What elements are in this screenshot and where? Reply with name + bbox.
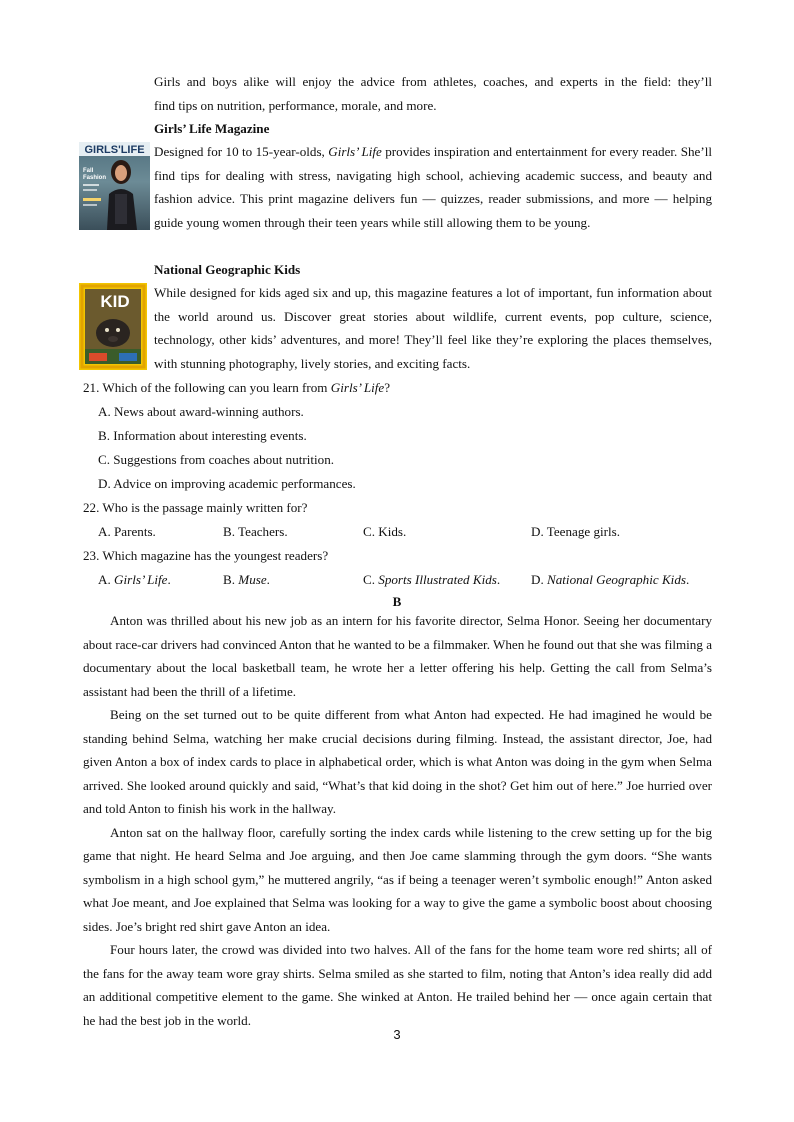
q23-option-a[interactable]: A. Girls’ Life. [98,572,171,587]
q21-stem-post: ? [384,380,391,395]
q22-option-b[interactable]: B. Teachers. [223,524,288,539]
natgeo-kids-cover-image [79,283,147,370]
q21-stem-italic: Girls’ Life [330,380,385,395]
q23-option-b-title: Muse [238,572,267,587]
intro-line-1: Girls and boys alike will enjoy the advice from athletes, coaches, and experts in the field: they’ll [154,74,712,89]
girls-life-heading: Girls’ Life Magazine [154,121,270,136]
q22-option-c[interactable]: C. Kids. [363,524,407,539]
question-22-stem: 22. Who is the passage mainly written for? [83,500,308,515]
q23-option-d-letter: D. [531,572,548,587]
passage-paragraph-2: Being on the set turned out to be quite different from what Anton had expected. He had imagined he would be standing behind Selma, watching her make crucial decisions during filming. Instead, the assistant director, Joe, had given Anton a box of index cards to place in alphabetical order, which is what Anton was doing in the gym when Selma arrived. She looked around quickly and said, “What’s that kid doing in the shot? Get him out of here.” Joe hurried over and told Anton to finish his work in the hallway. [83,707,712,816]
section-b-passage [83,609,712,1032]
q23-option-a-title: Girls’ Life [114,572,168,587]
q21-stem-pre: 21. Which of the following can you learn from [83,380,331,395]
passage-paragraph-1: Anton was thrilled about his new job as an intern for his favorite director, Selma Honor. Seeing her documentary about race-car drivers had convinced Anton that he wanted to be a filmmaker. When he found out that she was filming a documentary about the local basketball team, he wrote her a letter offering his help. Getting the call from Selma’s assistant had been the thrill of a lifetime. [83,613,712,699]
section-b-label: B [392,594,402,609]
girls-life-cover-art [79,142,150,230]
q23-option-c-title: Sports Illustrated Kids [378,572,497,587]
passage-paragraph-4: Four hours later, the crowd was divided into two halves. All of the fans for the home team wore red shirts; all of the fans for the away team wore gray shirts. Selma smiled as she started to film, noting that Anton’s idea really did add an additional competitive element to the game. She winked at Anton. He trailed behind her — once again certain that he had the best job in the world. [83,942,712,1028]
natgeo-kids-cover-art [79,283,147,370]
natgeo-description: While designed for kids aged six and up, this magazine features a lot of important, fun information about the world around us. Discover great stories about wildlife, current events, pop culture, science, technology, other kids’ adventures, and more! They’ll feel like they’re exploring the places themselves, with stunning photography, lively stories, and exciting facts. [154,285,712,371]
q22-option-a[interactable]: A. Parents. [98,524,156,539]
q23-option-b[interactable]: B. Muse. [223,572,270,587]
intro-continuation [154,70,712,117]
girls-life-cover-logo: GIRLS'LIFE [84,144,145,156]
q23-option-a-letter: A. [98,572,115,587]
q23-option-d-title: National Geographic Kids [547,572,686,587]
girls-life-cover-text1: Fall [83,168,94,174]
girls-life-cover-text2: Fashion [83,175,107,181]
q23-option-c[interactable]: C. Sports Illustrated Kids. [363,572,501,587]
page-number: 3 [393,1027,401,1042]
question-21-stem [83,376,390,400]
natgeo-cover-logo: KID [100,292,130,311]
question-23-stem: 23. Which magazine has the youngest readers? [83,548,329,563]
q22-option-d[interactable]: D. Teenage girls. [531,524,621,539]
girls-life-description [154,140,712,234]
q21-option-d[interactable]: D. Advice on improving academic performances. [98,476,356,491]
q21-option-b[interactable]: B. Information about interesting events. [98,428,307,443]
q21-option-a[interactable]: A. News about award-winning authors. [98,404,304,419]
girls-life-cover-image [79,142,150,230]
intro-line-2: find tips on nutrition, performance, morale, and more. [154,97,437,113]
girls-life-title: Girls’ Life [328,144,382,159]
girls-life-lead: Designed for 10 to 15-year-olds, [154,144,329,159]
passage-paragraph-3: Anton sat on the hallway floor, carefully sorting the index cards while listening to the crew setting up for the big game that night. He heard Selma and Joe arguing, and then Joe came slamming through the gym doors. “She wants symbolism in a high school gym,” he muttered angrily, “as if being a teenager weren’t symbolic enough!” Anton asked what Joe meant, and Joe explained that Selma was looking for a way to give the game a symbolic boost about choosing sides. Joe’s bright red shirt gave Anton an idea. [83,824,712,934]
q23-option-c-letter: C. [363,572,379,587]
girls-life-rest: provides inspiration and entertainment for every reader. She’ll find tips for dealing with stress, navigating high school, achieving academic success, and beauty and fashion advice. This print magazine delivers fun — quizzes, reader submissions, and more — helping guide young women through their teen years while still allowing them to be young. [154,144,712,230]
q21-option-c[interactable]: C. Suggestions from coaches about nutrition. [98,452,335,467]
natgeo-heading: National Geographic Kids [154,262,301,277]
q23-option-b-letter: B. [223,572,239,587]
q23-option-d[interactable]: D. National Geographic Kids. [531,572,690,587]
